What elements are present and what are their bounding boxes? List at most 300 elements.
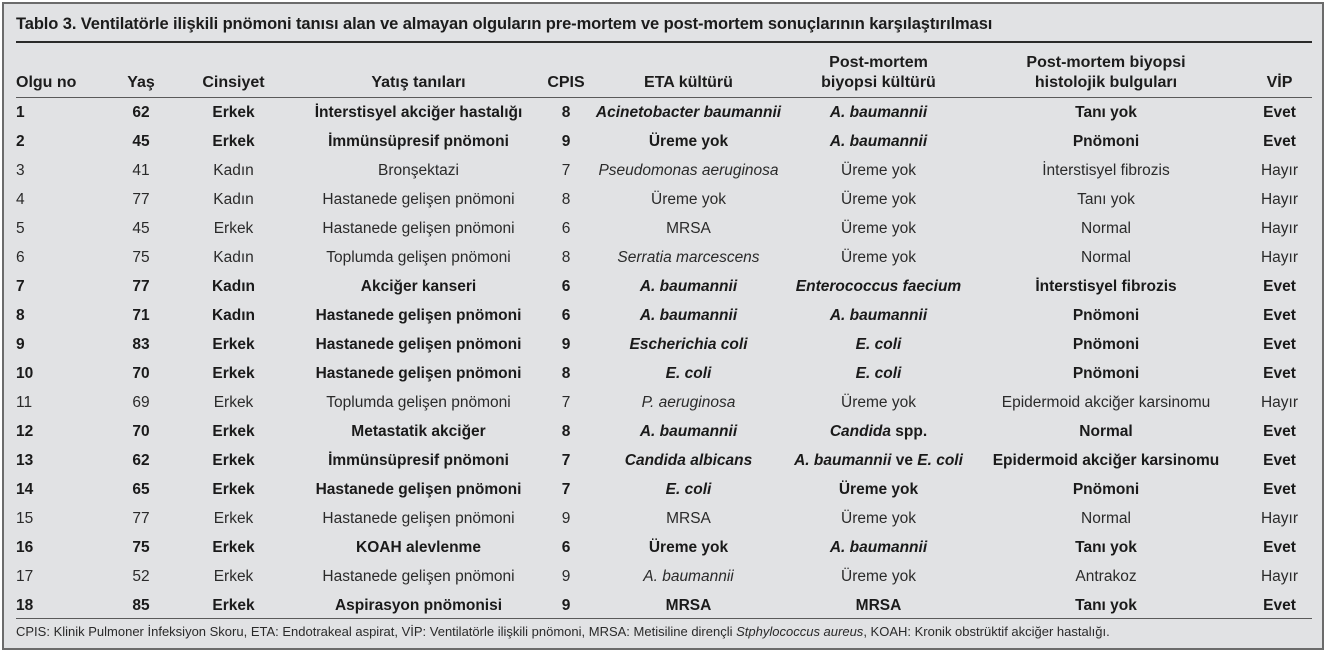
italic-text: A. baumannii (643, 568, 734, 585)
cell-diagnosis (296, 388, 541, 417)
text: Tanı yok (1075, 539, 1137, 556)
column-header-vip (1241, 44, 1318, 97)
title-rule (16, 41, 1312, 43)
cell-pm_culture (786, 504, 971, 533)
cell-cpis (541, 330, 591, 359)
text: Pnömoni (1072, 336, 1140, 353)
table-row (16, 156, 1318, 185)
table-row (16, 185, 1318, 214)
text: Hayır (1260, 394, 1299, 411)
text: 8 (561, 365, 571, 382)
text: Kadın (213, 249, 254, 266)
cell-pm_culture (786, 127, 971, 156)
text: Erkek (213, 510, 254, 527)
cell-pm_histology (971, 127, 1241, 156)
table-row (16, 562, 1318, 591)
italic-text: Escherichia coli (629, 336, 748, 353)
cell-no (16, 504, 111, 533)
text: İnterstisyel fibrozis (1035, 278, 1177, 295)
cell-pm_histology (971, 504, 1241, 533)
cell-no (16, 388, 111, 417)
cell-vip (1241, 127, 1318, 156)
text: 77 (132, 191, 150, 208)
italic-text: E. coli (855, 365, 902, 382)
table-footnote (16, 624, 1110, 639)
cell-no (16, 301, 111, 330)
cell-diagnosis (296, 156, 541, 185)
italic-text: Stphylococcus aureus (736, 624, 864, 639)
cell-eta (591, 359, 786, 388)
cell-sex (171, 243, 296, 272)
column-header-label: Cinsiyet (202, 74, 265, 91)
text: Pnömoni (1072, 133, 1140, 150)
cell-pm_culture (786, 359, 971, 388)
cell-diagnosis (296, 243, 541, 272)
text: Hayır (1260, 510, 1299, 527)
cell-vip (1241, 359, 1318, 388)
text: Hastanede gelişen pnömoni (322, 568, 515, 585)
cell-pm_culture (786, 185, 971, 214)
cell-age (111, 214, 171, 243)
cell-age (111, 330, 171, 359)
cell-diagnosis (296, 301, 541, 330)
cell-diagnosis (296, 562, 541, 591)
cell-pm_culture (786, 417, 971, 446)
cell-cpis (541, 388, 591, 417)
cell-no (16, 243, 111, 272)
cell-pm_culture (786, 301, 971, 330)
cell-pm_culture (786, 446, 971, 475)
text: 75 (132, 539, 150, 556)
cell-sex (171, 533, 296, 562)
table-row (16, 127, 1318, 156)
text: 69 (132, 394, 150, 411)
results-table (16, 44, 1318, 620)
text: Erkek (212, 452, 255, 469)
text: Üreme yok (841, 220, 916, 237)
cell-pm_histology (971, 156, 1241, 185)
cell-pm_histology (971, 97, 1241, 127)
column-header-label: Post-mortem (829, 54, 928, 71)
text: Normal (1081, 220, 1131, 237)
text: Epidermoid akciğer karsinomu (992, 452, 1220, 469)
table-row (16, 417, 1318, 446)
column-header-age (111, 44, 171, 97)
cell-pm_histology (971, 388, 1241, 417)
cell-age (111, 533, 171, 562)
text: İmmünsüpresif pnömoni (328, 452, 509, 469)
cell-diagnosis (296, 446, 541, 475)
cell-diagnosis (296, 591, 541, 620)
cell-cpis (541, 243, 591, 272)
cell-vip (1241, 475, 1318, 504)
cell-age (111, 475, 171, 504)
text: Erkek (212, 133, 255, 150)
table-row (16, 214, 1318, 243)
cell-cpis (541, 97, 591, 127)
cell-cpis (541, 417, 591, 446)
text: Hayır (1260, 568, 1299, 585)
text: 6 (561, 307, 571, 324)
text: 52 (132, 568, 150, 585)
text: , KOAH: Kronik obstrüktif akciğer hastalığı. (863, 624, 1110, 639)
cell-pm_histology (971, 330, 1241, 359)
cell-no (16, 417, 111, 446)
cell-vip (1241, 533, 1318, 562)
text: 9 (561, 597, 571, 614)
text: 62 (132, 452, 150, 469)
cell-cpis (541, 562, 591, 591)
cell-pm_histology (971, 243, 1241, 272)
column-header-sex (171, 44, 296, 97)
table-row (16, 533, 1318, 562)
cell-pm_histology (971, 533, 1241, 562)
cell-no (16, 214, 111, 243)
italic-text: A. baumannii (829, 104, 928, 121)
text: 6 (561, 539, 571, 556)
table-figure (2, 2, 1324, 650)
cell-diagnosis (296, 533, 541, 562)
column-header-no (16, 44, 111, 97)
cell-pm_culture (786, 156, 971, 185)
cell-cpis (541, 156, 591, 185)
text: Hayır (1260, 249, 1299, 266)
text: 1 (16, 104, 25, 121)
cell-sex (171, 562, 296, 591)
text: 3 (16, 162, 25, 179)
cell-eta (591, 504, 786, 533)
text: Üreme yok (841, 568, 916, 585)
cell-eta (591, 475, 786, 504)
text: 41 (132, 162, 150, 179)
text: 7 (561, 394, 571, 411)
cell-cpis (541, 127, 591, 156)
cell-sex (171, 97, 296, 127)
cell-cpis (541, 214, 591, 243)
text: 8 (561, 191, 571, 208)
cell-no (16, 156, 111, 185)
text: Pnömoni (1072, 307, 1140, 324)
cell-vip (1241, 417, 1318, 446)
cell-no (16, 446, 111, 475)
cell-age (111, 243, 171, 272)
cell-pm_histology (971, 272, 1241, 301)
cell-eta (591, 97, 786, 127)
text: 14 (16, 481, 34, 498)
table-row (16, 504, 1318, 533)
table-row (16, 97, 1318, 127)
text: Metastatik akciğer (351, 423, 486, 440)
cell-eta (591, 388, 786, 417)
text: Hastanede gelişen pnömoni (315, 481, 522, 498)
cell-cpis (541, 301, 591, 330)
italic-text: Candida (829, 423, 891, 440)
italic-text: E. coli (917, 452, 963, 469)
cell-vip (1241, 388, 1318, 417)
text: Normal (1081, 510, 1131, 527)
text: 9 (561, 568, 571, 585)
text: Üreme yok (841, 249, 916, 266)
text: Toplumda gelişen pnömoni (326, 394, 511, 411)
cell-pm_histology (971, 359, 1241, 388)
text: Kadın (213, 162, 254, 179)
text: Üreme yok (841, 394, 916, 411)
text: KOAH alevlenme (356, 539, 481, 556)
cell-diagnosis (296, 214, 541, 243)
text: Epidermoid akciğer karsinomu (1001, 394, 1211, 411)
cell-vip (1241, 214, 1318, 243)
text: 77 (132, 278, 150, 295)
italic-text: Acinetobacter baumannii (595, 104, 782, 121)
text: Hastanede gelişen pnömoni (322, 220, 515, 237)
text: 6 (561, 220, 571, 237)
table-title: Tablo 3. Ventilatörle ilişkili pnömoni tanısı alan ve almayan olguların pre-mortem ve post-mortem sonuçlarının karşılaştırılması (16, 15, 993, 33)
column-header-cpis (541, 44, 591, 97)
italic-text: Candida albicans (624, 452, 753, 469)
table-row (16, 446, 1318, 475)
cell-eta (591, 301, 786, 330)
cell-vip (1241, 185, 1318, 214)
table-row (16, 388, 1318, 417)
cell-age (111, 97, 171, 127)
cell-eta (591, 417, 786, 446)
italic-text: E. coli (665, 365, 712, 382)
cell-sex (171, 214, 296, 243)
cell-diagnosis (296, 417, 541, 446)
text: 9 (561, 510, 571, 527)
cell-vip (1241, 97, 1318, 127)
table-row (16, 330, 1318, 359)
text: 7 (561, 452, 571, 469)
cell-pm_histology (971, 562, 1241, 591)
cell-cpis (541, 591, 591, 620)
text: MRSA (666, 220, 711, 237)
cell-eta (591, 156, 786, 185)
cell-sex (171, 591, 296, 620)
text: Hayır (1260, 220, 1299, 237)
italic-text: E. coli (855, 336, 902, 353)
italic-text: A. baumannii (639, 423, 738, 440)
text: 70 (132, 365, 150, 382)
cell-age (111, 301, 171, 330)
cell-sex (171, 446, 296, 475)
cell-sex (171, 185, 296, 214)
cell-pm_culture (786, 388, 971, 417)
text: 16 (16, 539, 34, 556)
cell-pm_histology (971, 417, 1241, 446)
cell-eta (591, 562, 786, 591)
cell-no (16, 533, 111, 562)
text: 75 (132, 249, 150, 266)
column-header-diagnosis (296, 44, 541, 97)
text: MRSA (666, 510, 711, 527)
cell-age (111, 417, 171, 446)
text: 85 (132, 597, 150, 614)
text: 70 (132, 423, 150, 440)
text: Evet (1263, 481, 1296, 498)
text: 45 (132, 220, 150, 237)
cell-vip (1241, 562, 1318, 591)
column-header-label: Yatış tanıları (371, 74, 466, 91)
text: Toplumda gelişen pnömoni (326, 249, 511, 266)
text: Normal (1081, 249, 1131, 266)
text: 18 (16, 597, 34, 614)
cell-no (16, 359, 111, 388)
cell-age (111, 127, 171, 156)
table-body (16, 97, 1318, 620)
text: 6 (16, 249, 25, 266)
cell-no (16, 97, 111, 127)
text: 8 (561, 249, 571, 266)
text: 13 (16, 452, 34, 469)
text: 45 (132, 133, 150, 150)
cell-eta (591, 330, 786, 359)
table-row (16, 591, 1318, 620)
text: 10 (16, 365, 34, 382)
text: 15 (16, 510, 34, 527)
cell-cpis (541, 446, 591, 475)
text: Erkek (212, 336, 255, 353)
cell-pm_histology (971, 214, 1241, 243)
cell-cpis (541, 185, 591, 214)
column-header-label: VİP (1266, 74, 1293, 91)
text: Erkek (212, 104, 255, 121)
text: CPIS: Klinik Pulmoner İnfeksiyon Skoru, ETA: Endotrakeal aspirat, VİP: Ventilatörle ilişkili pnömoni, MRSA: Metisiline dirençli (16, 624, 737, 639)
cell-no (16, 475, 111, 504)
column-header-pm_histology (971, 44, 1241, 97)
table-row (16, 475, 1318, 504)
text: Evet (1263, 452, 1296, 469)
cell-vip (1241, 591, 1318, 620)
cell-pm_culture (786, 97, 971, 127)
italic-text: Pseudomonas aeruginosa (598, 162, 779, 179)
cell-pm_culture (786, 591, 971, 620)
text: Tanı yok (1075, 104, 1137, 121)
text: 7 (561, 481, 571, 498)
text: 5 (16, 220, 25, 237)
text: 8 (16, 307, 25, 324)
table-row (16, 301, 1318, 330)
text: 9 (561, 133, 571, 150)
italic-text: E. coli (665, 481, 712, 498)
cell-pm_culture (786, 562, 971, 591)
cell-diagnosis (296, 185, 541, 214)
text: Evet (1263, 278, 1296, 295)
cell-eta (591, 272, 786, 301)
text: Erkek (212, 539, 255, 556)
text: 2 (16, 133, 25, 150)
cell-no (16, 185, 111, 214)
text: Evet (1263, 336, 1296, 353)
italic-text: A. baumannii (829, 539, 928, 556)
column-header-label: Yaş (127, 74, 155, 91)
cell-sex (171, 359, 296, 388)
cell-age (111, 272, 171, 301)
cell-vip (1241, 156, 1318, 185)
italic-text: A. baumannii (639, 307, 738, 324)
cell-pm_culture (786, 475, 971, 504)
cell-vip (1241, 446, 1318, 475)
text: Hastanede gelişen pnömoni (322, 191, 515, 208)
text: Üreme yok (841, 191, 916, 208)
cell-diagnosis (296, 97, 541, 127)
text: Evet (1263, 307, 1296, 324)
table-row (16, 243, 1318, 272)
text: Üreme yok (841, 162, 916, 179)
cell-age (111, 185, 171, 214)
cell-no (16, 272, 111, 301)
text: 4 (16, 191, 25, 208)
cell-cpis (541, 272, 591, 301)
cell-pm_culture (786, 533, 971, 562)
text: Hastanede gelişen pnömoni (315, 307, 522, 324)
text: Evet (1263, 597, 1296, 614)
cell-no (16, 562, 111, 591)
italic-text: A. baumannii (829, 133, 928, 150)
text: 8 (561, 423, 571, 440)
text: Tanı yok (1075, 597, 1137, 614)
italic-text: A. baumannii (794, 452, 892, 469)
cell-eta (591, 533, 786, 562)
cell-eta (591, 127, 786, 156)
cell-vip (1241, 272, 1318, 301)
text: Erkek (212, 597, 255, 614)
cell-age (111, 504, 171, 533)
cell-age (111, 388, 171, 417)
cell-no (16, 591, 111, 620)
cell-no (16, 330, 111, 359)
text: Kadın (211, 307, 256, 324)
text: 83 (132, 336, 150, 353)
cell-diagnosis (296, 504, 541, 533)
cell-pm_histology (971, 475, 1241, 504)
cell-sex (171, 388, 296, 417)
cell-pm_histology (971, 301, 1241, 330)
header-row (16, 44, 1318, 97)
text: 71 (132, 307, 150, 324)
cell-sex (171, 330, 296, 359)
text: 62 (132, 104, 150, 121)
text: 65 (132, 481, 150, 498)
text: Üreme yok (838, 481, 919, 498)
cell-cpis (541, 533, 591, 562)
column-header-label: biyopsi kültürü (821, 74, 936, 91)
text: İnterstisyel fibrozis (1042, 162, 1170, 179)
text: Erkek (213, 568, 254, 585)
text: Üreme yok (651, 191, 726, 208)
text: Evet (1263, 133, 1296, 150)
column-header-pm_culture (786, 44, 971, 97)
cell-sex (171, 504, 296, 533)
cell-no (16, 127, 111, 156)
text: 17 (16, 568, 34, 585)
italic-text: Enterococcus faecium (795, 278, 962, 295)
text: 9 (16, 336, 25, 353)
column-header-label: Post-mortem biyopsi (1026, 54, 1186, 71)
text: Evet (1263, 104, 1296, 121)
cell-vip (1241, 504, 1318, 533)
text: Evet (1263, 365, 1296, 382)
text: Bronşektazi (378, 162, 459, 179)
cell-diagnosis (296, 330, 541, 359)
table-row (16, 359, 1318, 388)
text: Üreme yok (648, 539, 729, 556)
cell-eta (591, 446, 786, 475)
text: 77 (132, 510, 150, 527)
text: Üreme yok (648, 133, 729, 150)
column-header-label: ETA kültürü (644, 74, 733, 91)
cell-diagnosis (296, 475, 541, 504)
